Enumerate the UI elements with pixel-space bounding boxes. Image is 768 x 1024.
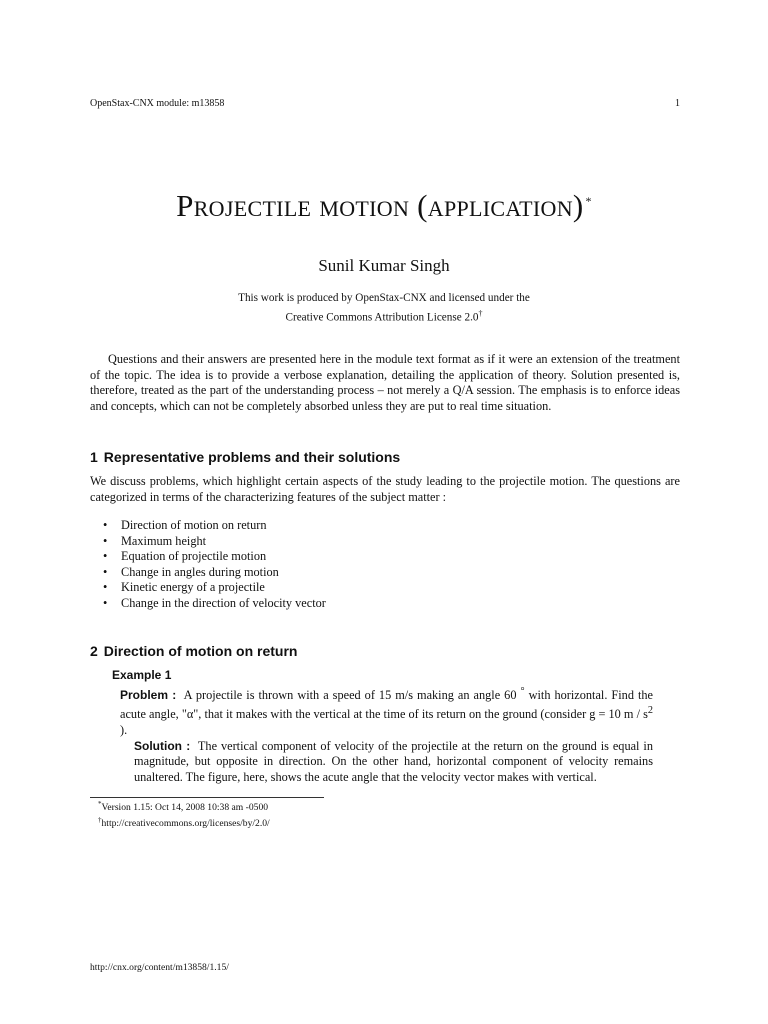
problem-label: Problem : bbox=[120, 687, 177, 702]
title-footnote-mark: * bbox=[585, 193, 592, 208]
running-header bbox=[90, 98, 680, 112]
license-line-2-text: Creative Commons Attribution License 2.0 bbox=[285, 311, 479, 324]
author-name: Sunil Kumar Singh bbox=[318, 256, 450, 275]
list-item bbox=[90, 534, 490, 550]
module-label: OpenStax-CNX module: m13858 bbox=[90, 98, 225, 109]
list-item bbox=[90, 580, 490, 596]
list-item bbox=[90, 549, 490, 565]
bullet-icon: • bbox=[103, 518, 108, 532]
abstract-paragraph: Questions and their answers are presented here in the module text format as if it were an extension of the treatment of the topic. The idea is to provide a verbose explanation, detailing the application of theory. Solution presented is, therefore, treated as the part of the understanding process – not merely a Q/A session. The emphasis is to enforce ideas and concepts, which can not be completely absorbed unless they are put to real time situation. bbox=[90, 352, 680, 413]
exponent: 2 bbox=[647, 705, 653, 717]
footnote-license-mark: † bbox=[98, 816, 102, 825]
solution-paragraph bbox=[112, 739, 653, 786]
problem-text-1: A projectile is thrown with a speed of 15 m/s making an angle 60 bbox=[183, 687, 517, 702]
footnotes bbox=[98, 798, 598, 830]
footnote-version-text: Version 1.15: Oct 14, 2008 10:38 am -0500 bbox=[101, 802, 269, 814]
list-item bbox=[90, 596, 490, 612]
section-1-number: 1 bbox=[90, 449, 98, 465]
problem-text-2: with horizontal. Find the acute angle, "α", that it makes with the vertical at the time of its return on the ground (consider g = 10 m / s bbox=[120, 687, 653, 722]
footnote-license-link[interactable]: http://creativecommons.org/licenses/by/2.0/ bbox=[101, 818, 270, 830]
bullet-icon: • bbox=[103, 564, 108, 579]
list-item-text: Equation of projectile motion bbox=[121, 549, 267, 564]
section-1-heading bbox=[90, 449, 680, 465]
footnote-version bbox=[98, 798, 598, 814]
list-item-text: Direction of motion on return bbox=[121, 518, 267, 532]
example-title: Example 1 bbox=[112, 668, 172, 682]
list-item-text: Change in angles during motion bbox=[121, 564, 279, 579]
list-item-text: Maximum height bbox=[121, 533, 207, 548]
section-1-title: Representative problems and their solutions bbox=[103, 449, 401, 465]
degree-symbol: ° bbox=[520, 685, 525, 697]
list-item bbox=[90, 518, 490, 534]
list-item-text: Change in the direction of velocity vector bbox=[121, 595, 326, 610]
bullet-icon: • bbox=[103, 533, 108, 548]
list-item-text: Kinetic energy of a projectile bbox=[121, 580, 265, 595]
topic-list bbox=[90, 518, 490, 612]
footnote-version-mark: * bbox=[98, 800, 102, 808]
example-block bbox=[112, 668, 653, 785]
page-number: 1 bbox=[675, 98, 680, 109]
section-2-heading bbox=[90, 643, 680, 659]
solution-label: Solution : bbox=[134, 738, 191, 753]
footnote-license bbox=[98, 814, 598, 830]
bullet-icon: • bbox=[103, 580, 108, 595]
bullet-icon: • bbox=[103, 595, 108, 610]
section-1-intro: We discuss problems, which highlight certain aspects of the study leading to the projectile motion. The questions are categorized in terms of the characterizing features of the subject matter : bbox=[90, 474, 680, 504]
solution-text: The vertical component of velocity of the projectile at the return on the ground is equal in magnitude, but opposite in direction. On the other hand, horizontal component of velocity remains unaltered. The figure, here, shows the acute angle that the velocity vector makes with vertical. bbox=[134, 738, 653, 784]
page-footer-url[interactable]: http://cnx.org/content/m13858/1.15/ bbox=[90, 962, 229, 973]
title-text: Projectile motion (application) bbox=[176, 188, 584, 223]
problem-paragraph bbox=[112, 684, 653, 739]
license-notice bbox=[0, 291, 768, 326]
section-2-title: Direction of motion on return bbox=[103, 643, 298, 659]
license-footnote-mark: † bbox=[478, 309, 483, 318]
list-item bbox=[90, 565, 490, 581]
license-line-2 bbox=[0, 306, 768, 326]
document-title bbox=[0, 188, 768, 224]
problem-text-3: ). bbox=[120, 722, 128, 737]
bullet-icon: • bbox=[103, 549, 108, 564]
section-2-number: 2 bbox=[90, 643, 98, 659]
license-line-1: This work is produced by OpenStax-CNX and licensed under the bbox=[238, 292, 530, 304]
